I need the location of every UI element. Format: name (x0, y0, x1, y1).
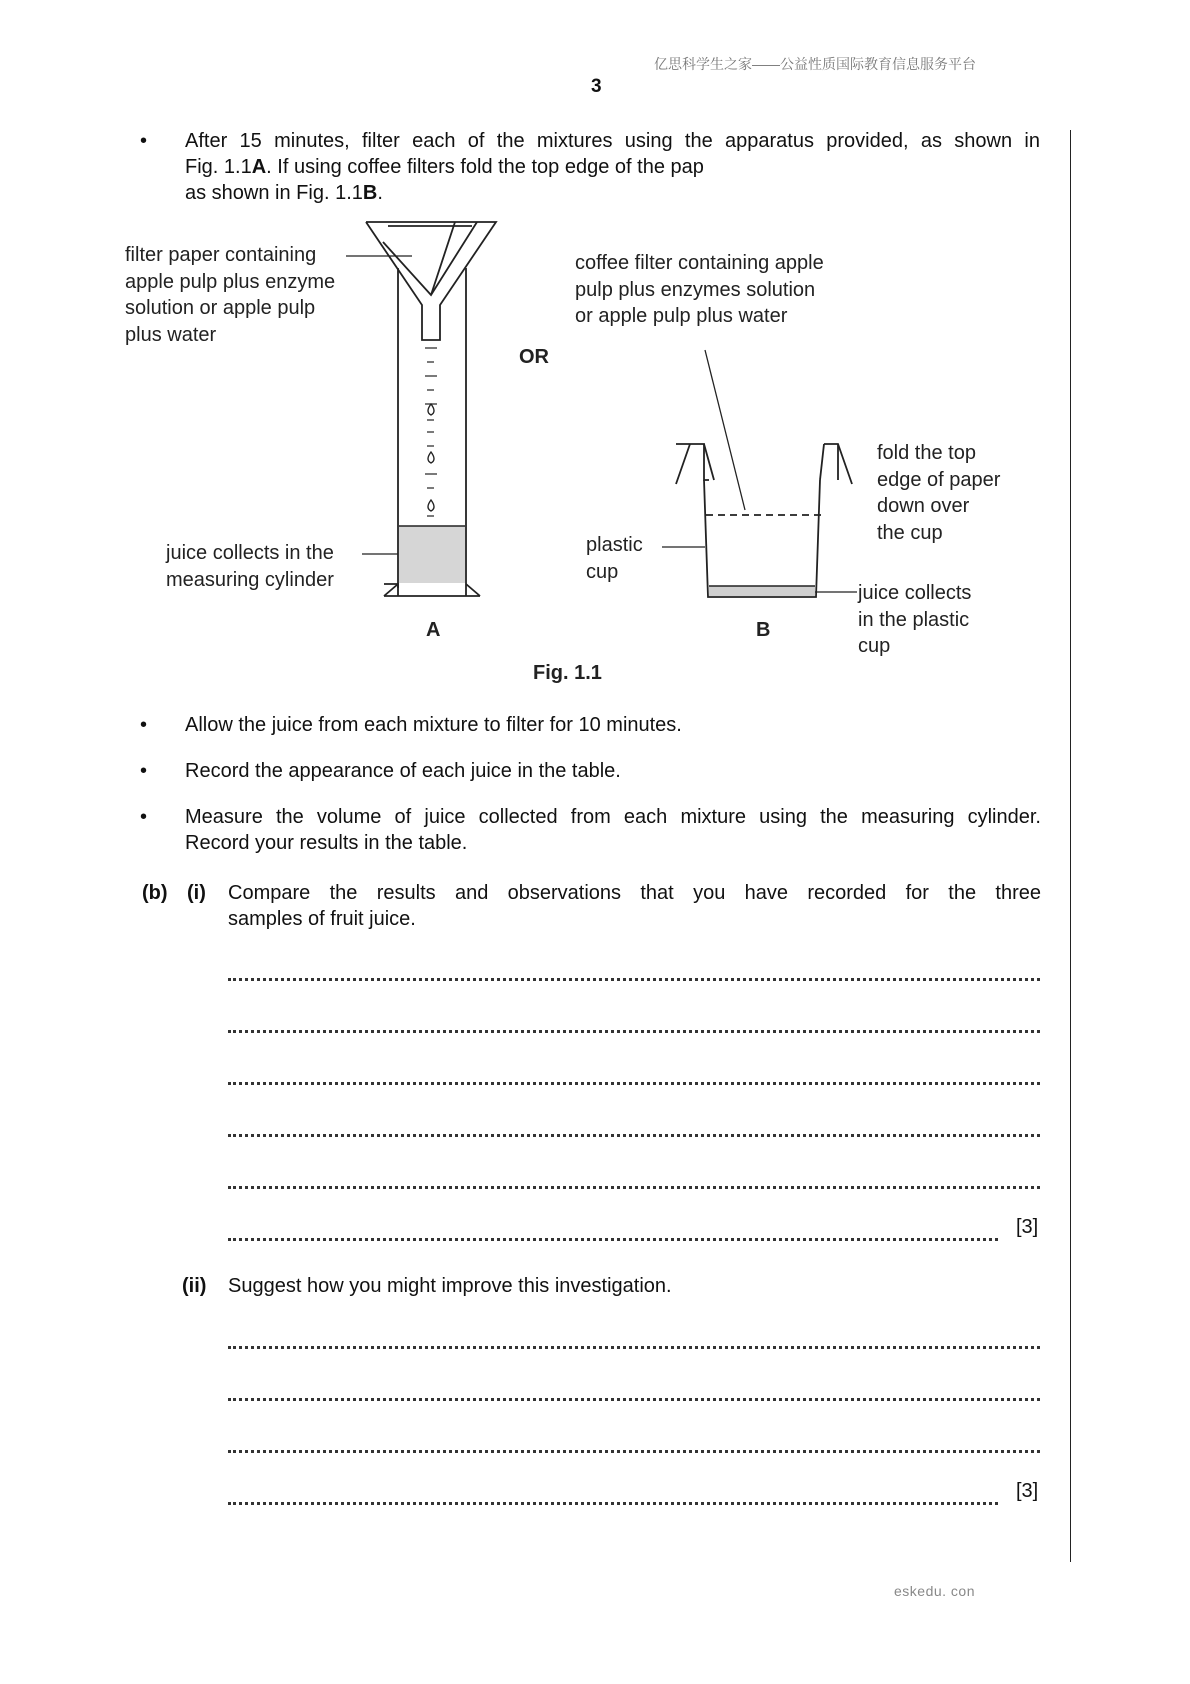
label-b: B (756, 619, 771, 641)
instruction-measure-volume: Measure the volume of juice collected from each mixture using the measuring cylinder. Record your results in the table. (185, 806, 1041, 854)
label-juice-cylinder: juice collects in the measuring cylinder (166, 542, 334, 591)
question-part-label: (b) (142, 882, 168, 904)
question-sub-ii-text: Suggest how you might improve this investigation. (228, 1275, 672, 1297)
instruction-filter-time: Allow the juice from each mixture to filter for 10 minutes. (185, 714, 682, 736)
label-coffee-filter: coffee filter containing apple pulp plus enzymes solution or apple pulp plus water (575, 252, 824, 327)
question-sub-i-text: Compare the results and observations that you have recorded for the three samples of fruit juice. (228, 882, 1041, 930)
answer-line[interactable] (228, 1030, 1040, 1033)
cup-juice (709, 586, 815, 596)
bullet-marker: • (140, 760, 148, 782)
answer-line[interactable] (228, 1186, 1040, 1189)
instruction-record-appearance: Record the appearance of each juice in the table. (185, 760, 621, 782)
bullet-marker: • (140, 806, 148, 828)
bullet-marker: • (140, 130, 148, 152)
instruction-line-3: as shown in Fig. 1.1B. (185, 182, 383, 204)
answer-line[interactable] (228, 1238, 998, 1241)
answer-line[interactable] (228, 1502, 998, 1505)
page-number: 3 (591, 76, 602, 97)
label-or: OR (519, 346, 549, 368)
label-filter-paper: filter paper containing apple pulp plus enzyme solution or apple pulp plus water (125, 244, 336, 346)
figure-caption: Fig. 1.1 (533, 662, 602, 684)
marks-sub-i: [3] (1016, 1216, 1039, 1238)
answer-line[interactable] (228, 978, 1040, 981)
instruction-line-2: Fig. 1.1A. If using coffee filters fold the top edge of the pap (185, 156, 704, 178)
figure-1-1-diagram (0, 0, 1190, 700)
answer-line[interactable] (228, 1082, 1040, 1085)
answer-line[interactable] (228, 1346, 1040, 1349)
instruction-line-1: After 15 minutes, filter each of the mixtures using the apparatus provided, as shown in (185, 130, 1040, 152)
marks-sub-ii: [3] (1016, 1480, 1039, 1502)
label-fold-top: fold the top edge of paper down over the cup (877, 442, 1001, 544)
cylinder-juice (399, 526, 465, 583)
label-a: A (426, 619, 441, 641)
funnel (366, 222, 496, 340)
plastic-cup (676, 444, 852, 597)
label-juice-cup: juice collects in the plastic cup (858, 582, 972, 657)
answer-line[interactable] (228, 1450, 1040, 1453)
header-site-text: 亿思科学生之家——公益性质国际教育信息服务平台 (654, 56, 976, 72)
question-sub-ii-label: (ii) (182, 1275, 207, 1297)
answer-line[interactable] (228, 1398, 1040, 1401)
answer-line[interactable] (228, 1134, 1040, 1137)
label-plastic-cup: plastic cup (586, 534, 643, 583)
question-sub-i-label: (i) (187, 882, 206, 904)
bullet-marker: • (140, 714, 148, 736)
footer-site: eskedu. con (894, 1583, 975, 1599)
